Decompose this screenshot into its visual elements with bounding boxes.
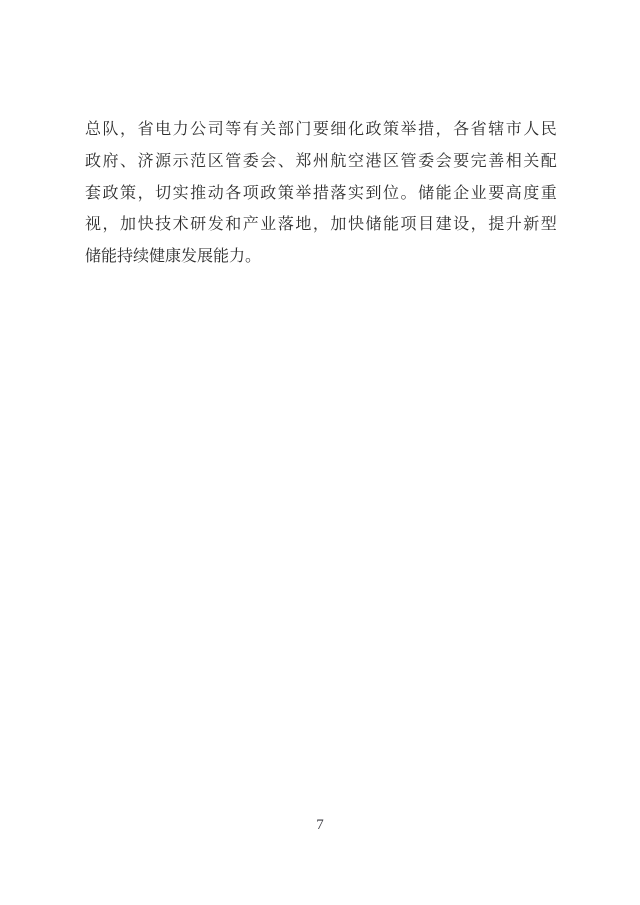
- page-number: 7: [316, 817, 324, 833]
- paragraph-line: 政府、济源示范区管委会、郑州航空港区管委会要完善相关配: [85, 152, 557, 170]
- paragraph-line: 总队，省电力公司等有关部门要细化政策举措，各省辖市人民: [85, 121, 557, 138]
- paragraph-line: 储能持续健康发展能力。: [85, 248, 262, 265]
- page-footer: [0, 814, 640, 836]
- body-paragraph: [85, 114, 557, 273]
- paragraph-line: 视，加快技术研发和产业落地，加快储能项目建设，提升新型: [85, 216, 557, 234]
- paragraph-line: 套政策，切实推动各项政策举措落实到位。储能企业要高度重: [85, 184, 557, 202]
